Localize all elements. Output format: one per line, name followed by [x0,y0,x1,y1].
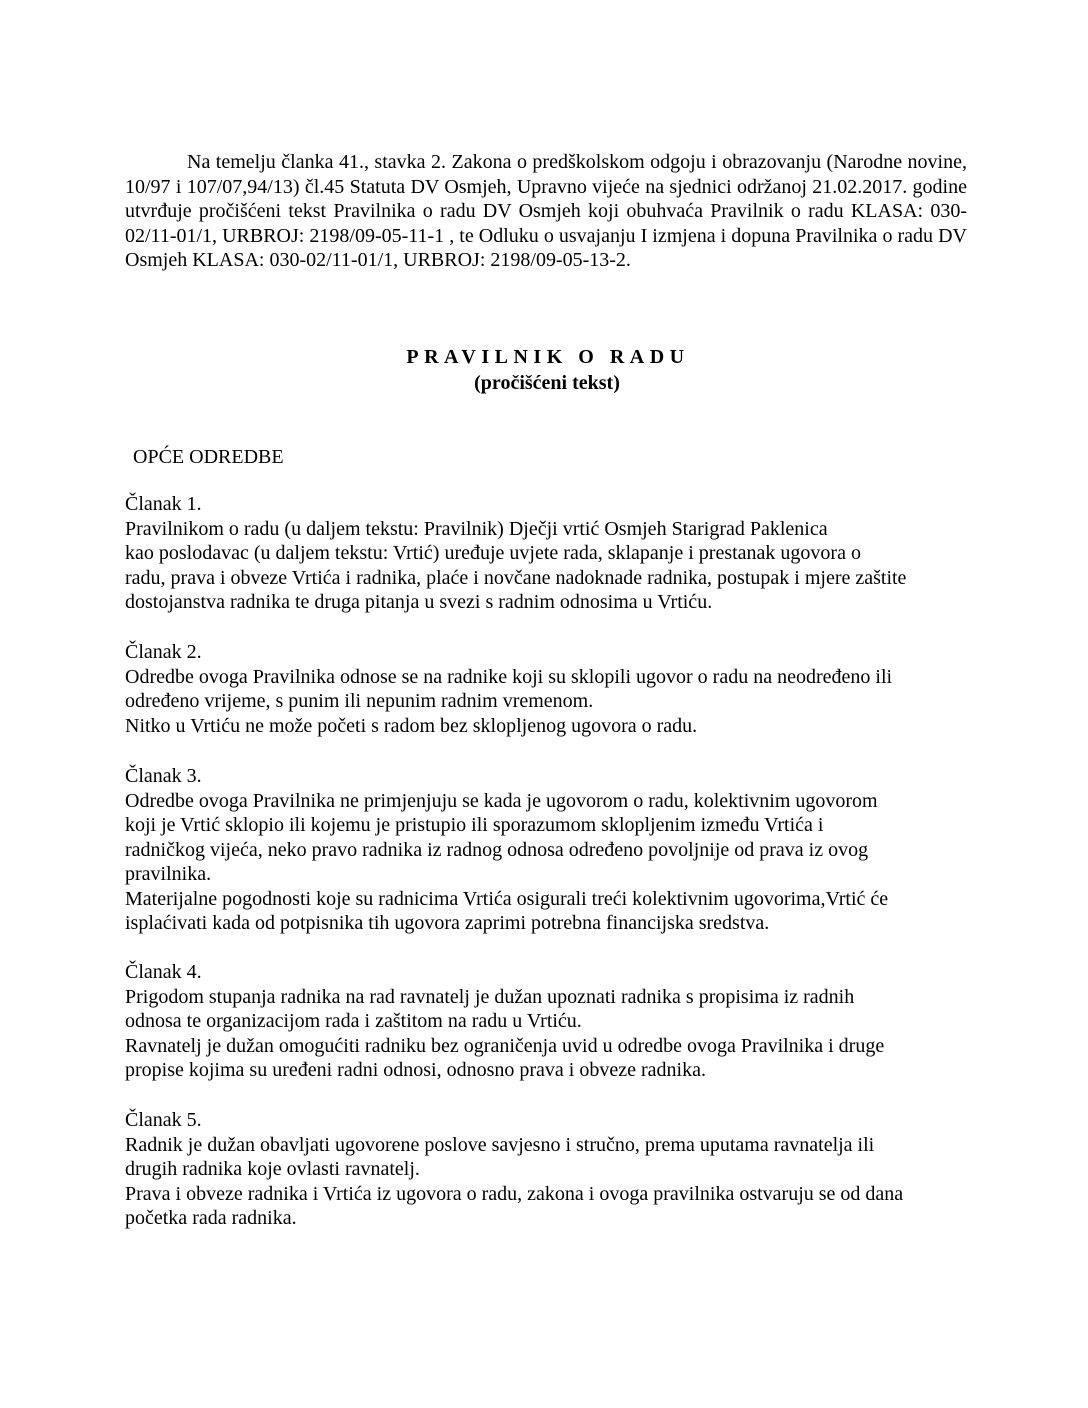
article-4 [125,960,985,1083]
article-line: radničkog vijeća, neko pravo radnika iz radnog odnosa određeno povoljnije od prava iz ovog [125,838,869,861]
article-line: drugih radnika koje ovlasti ravnatelj. [125,1158,420,1180]
article-line: Odredbe ovoga Pravilnika odnose se na radnike koji su sklopili ugovor o radu na neodređeno ili [125,665,893,688]
article-line: Prigodom stupanja radnika na rad ravnatelj je dužan upoznati radnika s propisima iz radnih [125,985,855,1008]
article-3 [125,764,985,936]
article-1 [125,492,985,615]
article-line: radu, prava i obveze Vrtića i radnika, plaće i novčane nadoknade radnika, postupak i mjere zaštite [125,566,907,589]
article-line: Radnik je dužan obavljati ugovorene poslove savjesno i stručno, prema uputama ravnatelja ili [125,1133,875,1156]
article-2 [125,640,985,738]
article-line: Materijalne pogodnosti koje su radnicima Vrtića osigurali treći kolektivnim ugovorima,Vrtić će [125,887,889,910]
article-line: pravilnika. [125,863,212,885]
article-heading: Članak 4. [125,961,202,983]
article-line: početka rada radnika. [125,1207,297,1229]
article-heading: Članak 3. [125,765,202,787]
intro-paragraph: Na temelju članka 41., stavka 2. Zakona o predškolskom odgoju i obrazovanju (Narodne novine, 10/97 i 107/07,94/13) čl.45 Statuta DV Osmjeh, Upravno vijeće na sjednici održanoj 21.02.2017. godine utvrđuje pročišćeni tekst Pravilnika o radu DV Osmjeh koji obuhvaća Pravilnik o radu KLASA: 030-02/11-01/1, URBROJ: 2198/09-05-11-1 , te Odluku o usvajanju I izmjena i dopuna Pravilnika o radu DV Osmjeh KLASA: 030-02/11-01/1, URBROJ: 2198/09-05-13-2. [125,151,967,271]
article-line: Pravilnikom o radu (u daljem tekstu: Pravilnik) Dječji vrtić Osmjeh Starigrad Paklenica [125,517,828,540]
article-line: odnosa te organizacijom rada i zaštitom na radu u Vrtiću. [125,1010,582,1032]
article-line: Nitko u Vrtiću ne može početi s radom bez sklopljenog ugovora o radu. [125,714,698,737]
article-heading: Članak 2. [125,641,202,663]
article-line: Prava i obveze radnika i Vrtića iz ugovora o radu, zakona i ovoga pravilnika ostvaruju se od dana [125,1182,904,1205]
article-line: određeno vrijeme, s punim ili nepunim radnim vremenom. [125,690,594,712]
document-subtitle: (pročišćeni tekst) [474,372,620,394]
article-line: Ravnatelj je dužan omogućiti radniku bez ograničenja uvid u odredbe ovoga Pravilnika i druge [125,1034,885,1057]
article-line: propise kojima su uređeni radni odnosi, odnosno prava i obveze radnika. [125,1059,706,1081]
article-line: isplaćivati kada od potpisnika tih ugovora zaprimi potrebna financijska sredstva. [125,912,770,934]
article-line: Odredbe ovoga Pravilnika ne primjenjuju se kada je ugovorom o radu, kolektivnim ugovorom [125,789,878,812]
article-5 [125,1108,985,1231]
article-heading: Članak 1. [125,493,202,515]
article-heading: Članak 5. [125,1109,202,1131]
article-line: dostojanstva radnika te druga pitanja u svezi s radnim odnosima u Vrtiću. [125,591,713,613]
article-line: koji je Vrtić sklopio ili kojemu je pristupio ili sporazumom sklopljenim između Vrtića i [125,814,824,836]
document-title: PRAVILNIK O RADU [406,346,690,368]
article-line: kao poslodavac (u daljem tekstu: Vrtić) uređuje uvjete rada, sklapanje i prestanak ugovora o [125,542,861,564]
section-heading: OPĆE ODREDBE [133,446,284,468]
